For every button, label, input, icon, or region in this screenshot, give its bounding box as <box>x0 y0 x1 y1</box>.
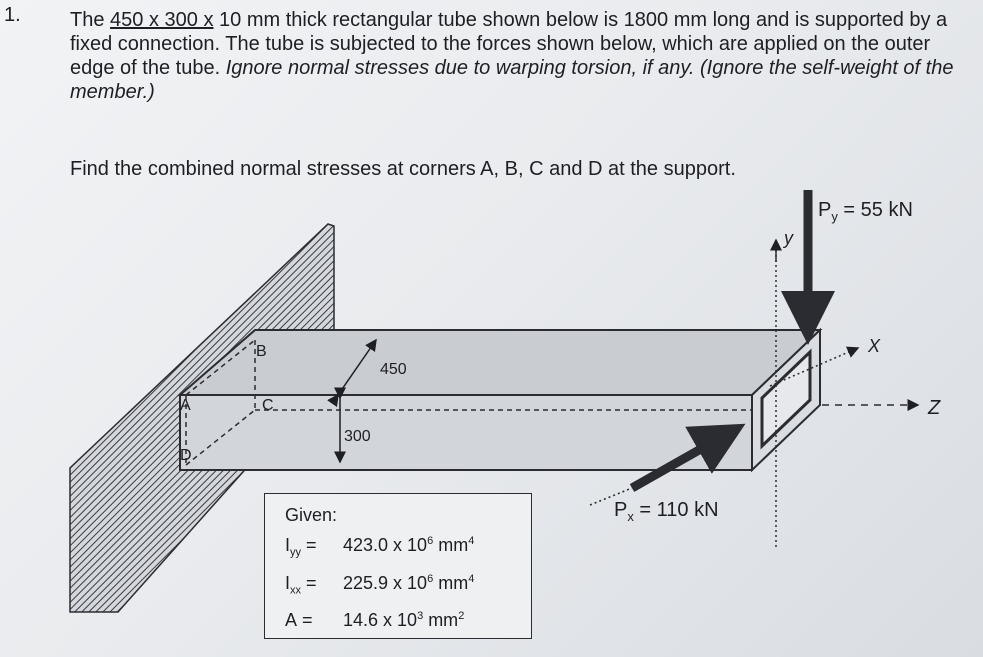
px-value: = 110 kN <box>633 499 719 521</box>
problem-text-1: The <box>70 9 111 31</box>
py-force-label <box>818 199 913 224</box>
given-equals: = <box>297 610 313 631</box>
given-value-num: 14.6 x 10 <box>343 610 418 631</box>
given-unit: mm <box>433 572 469 593</box>
given-unit: mm <box>433 535 469 555</box>
given-symbol <box>285 532 343 566</box>
given-symbol-sub: yy <box>290 546 302 559</box>
z-axis-label: Z <box>928 397 941 419</box>
corner-label-c: C <box>262 397 274 414</box>
given-symbol-sub: xx <box>290 584 302 597</box>
given-value-num: 225.9 x 10 <box>343 572 428 593</box>
y-axis-label: y <box>784 228 793 248</box>
given-value-exp: 3 <box>417 610 424 623</box>
px-subscript: x <box>627 509 634 524</box>
given-unit-exp: 4 <box>468 572 475 585</box>
py-subscript: y <box>831 209 838 224</box>
given-unit: mm <box>423 610 459 631</box>
corner-label-b: B <box>256 343 267 360</box>
px-force-label <box>614 499 719 524</box>
problem-italic-note: Ignore normal stresses due to warping torsion, if any. (Ignore the self-weight of the member.) <box>70 57 954 103</box>
given-row-area <box>285 603 531 641</box>
given-equals: = <box>301 535 317 555</box>
corner-label-d: D <box>180 447 192 464</box>
given-value-num: 423.0 x 10 <box>343 535 428 555</box>
given-value-exp: 6 <box>427 572 434 585</box>
question-number: 1. <box>4 4 21 26</box>
problem-dimensions: 450 x 300 x <box>110 9 214 31</box>
given-equals: = <box>301 572 317 593</box>
problem-text-2: 10 mm thick rectangular tube shown below is 1800 mm long and is supported by a fixed connection. The tube is subjected to the forces shown below, which are applied on the outer edge of the tube. <box>70 9 948 79</box>
given-value-exp: 6 <box>427 535 434 547</box>
given-unit-exp: 4 <box>468 535 475 547</box>
given-symbol <box>285 607 343 641</box>
x-axis-label: X <box>868 336 881 356</box>
given-value <box>343 603 464 633</box>
py-symbol: P <box>818 199 832 221</box>
find-instruction: Find the combined normal stresses at corners A, B, C and D at the support. <box>70 158 736 180</box>
given-box <box>264 493 532 639</box>
given-unit-exp: 2 <box>458 610 465 623</box>
px-symbol: P <box>614 499 628 521</box>
given-value <box>343 528 474 558</box>
width-dimension-label: 450 <box>380 361 407 378</box>
py-value: = 55 kN <box>837 199 913 221</box>
given-value <box>343 566 474 596</box>
height-dimension-label: 300 <box>344 428 371 445</box>
given-symbol-letter: I <box>285 572 291 593</box>
corner-label-a: A <box>180 397 191 414</box>
tube-top-face <box>180 330 820 395</box>
given-symbol-letter: I <box>285 535 291 555</box>
given-row-iyy <box>285 528 531 566</box>
given-symbol-letter: A <box>285 610 298 631</box>
given-row-ixx <box>285 566 531 604</box>
given-title: Given: <box>285 505 338 525</box>
given-symbol <box>285 570 343 604</box>
